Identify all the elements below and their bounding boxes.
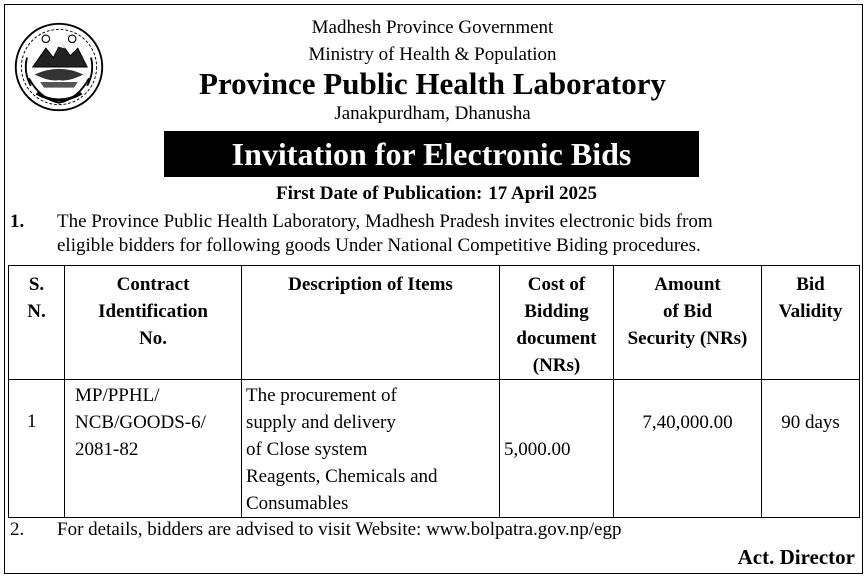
header-validity: Bid Validity	[762, 266, 860, 380]
ministry-name: Ministry of Health & Population	[308, 44, 557, 65]
cell-cost: 5,000.00	[500, 380, 614, 518]
header-amount: Amount of Bid Security (NRs)	[614, 266, 762, 380]
publication-date: 17 April 2025	[488, 183, 598, 204]
paragraph-1-line-2: eligible bidders for following goods Under National Competitive Biding procedures.	[57, 235, 701, 256]
notice-title: Invitation for Electronic Bids	[164, 131, 699, 177]
signature: Act. Director	[737, 545, 855, 569]
paragraph-1-line-1: The Province Public Health Laboratory, Madhesh Pradesh invites electronic bids from	[57, 211, 713, 232]
header-sn: S. N.	[9, 266, 65, 380]
publication-label: First Date of Publication:	[275, 183, 483, 204]
laboratory-name: Province Public Health Laboratory	[199, 66, 666, 101]
cell-validity: 90 days	[762, 380, 860, 518]
paragraph-2-text: For details, bidders are advised to visit Website: www.bolpatra.gov.np/egp	[57, 519, 622, 540]
table-row	[9, 380, 860, 518]
paragraph-1-number: 1.	[10, 211, 25, 232]
header-cost: Cost of Bidding document (NRs)	[500, 266, 614, 380]
cell-contract-id: MP/PPHL/ NCB/GOODS-6/ 2081-82	[65, 380, 242, 518]
cell-sn: 1	[9, 380, 65, 518]
header-description: Description of Items	[242, 266, 500, 380]
government-name: Madhesh Province Government	[311, 17, 554, 38]
table-header-row	[9, 266, 860, 380]
header-contract-id: Contract Identification No.	[65, 266, 242, 380]
bids-table	[8, 265, 860, 518]
publication-date-line	[0, 183, 867, 205]
location: Janakpurdham, Dhanusha	[334, 103, 531, 124]
paragraph-2-number: 2.	[10, 519, 25, 540]
cell-amount: 7,40,000.00	[614, 380, 762, 518]
cell-description: The procurement of supply and delivery of Close system Reagents, Chemicals and Consumables	[242, 380, 500, 518]
